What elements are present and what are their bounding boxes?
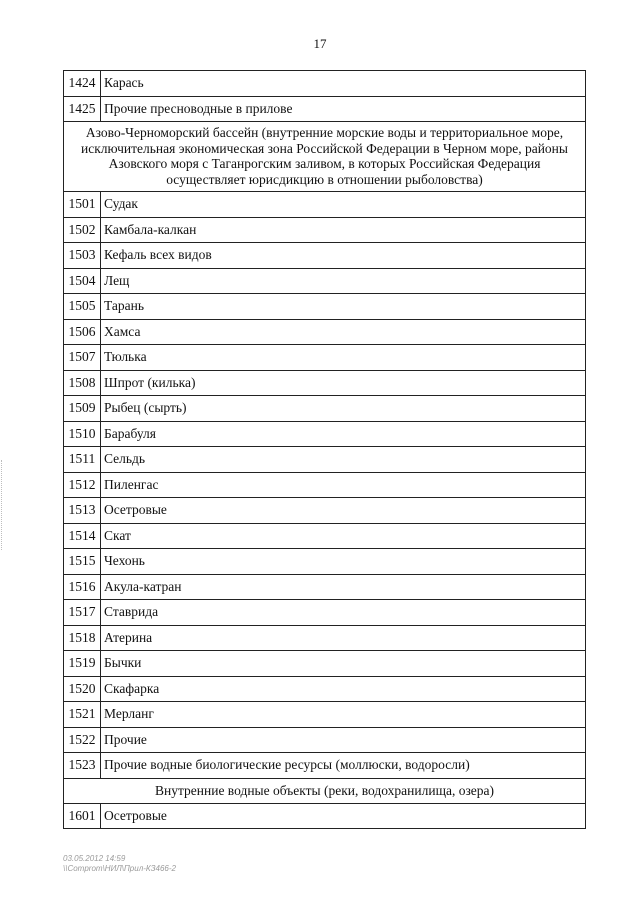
row-code: 1518: [64, 625, 101, 651]
table-row: [64, 217, 586, 243]
row-species-name: Барабуля: [101, 421, 586, 447]
row-code: 1507: [64, 345, 101, 371]
table-row: [64, 268, 586, 294]
row-species-name: Мерланг: [101, 702, 586, 728]
row-species-name: Прочие водные биологические ресурсы (моллюски, водоросли): [101, 753, 586, 779]
row-code: 1512: [64, 472, 101, 498]
row-species-name: Чехонь: [101, 549, 586, 575]
row-species-name: Осетровые: [101, 803, 586, 829]
table-row: [64, 319, 586, 345]
row-species-name: Скат: [101, 523, 586, 549]
table-row: [64, 600, 586, 626]
row-species-name: Бычки: [101, 651, 586, 677]
footer-timestamp: 03.05.2012 14:59: [63, 854, 126, 863]
row-species-name: Камбала-калкан: [101, 217, 586, 243]
row-code: 1424: [64, 71, 101, 97]
row-code: 1508: [64, 370, 101, 396]
row-species-name: Тюлька: [101, 345, 586, 371]
footer-file-path: \\Comprom\НИЛ\Прил-КЗ466-2: [63, 864, 176, 873]
table-row: [64, 472, 586, 498]
table-row: [64, 396, 586, 422]
row-code: 1502: [64, 217, 101, 243]
row-code: 1501: [64, 192, 101, 218]
table-row: [64, 447, 586, 473]
table-row: [64, 243, 586, 269]
table-row: [64, 574, 586, 600]
table-row: [64, 345, 586, 371]
table-row: [64, 96, 586, 122]
row-code: 1517: [64, 600, 101, 626]
row-code: 1516: [64, 574, 101, 600]
table-row: [64, 549, 586, 575]
table-row: [64, 192, 586, 218]
section-title: Внутренние водные объекты (реки, водохранилища, озера): [64, 778, 586, 803]
row-code: 1509: [64, 396, 101, 422]
row-species-name: Хамса: [101, 319, 586, 345]
row-code: 1425: [64, 96, 101, 122]
document-footer: [63, 854, 176, 874]
row-code: 1601: [64, 803, 101, 829]
row-species-name: Скафарка: [101, 676, 586, 702]
row-code: 1519: [64, 651, 101, 677]
row-code: 1505: [64, 294, 101, 320]
row-code: 1513: [64, 498, 101, 524]
row-species-name: Судак: [101, 192, 586, 218]
row-species-name: Ставрида: [101, 600, 586, 626]
row-species-name: Лещ: [101, 268, 586, 294]
table-row: [64, 727, 586, 753]
row-code: 1511: [64, 447, 101, 473]
row-species-name: Шпрот (килька): [101, 370, 586, 396]
row-species-name: Тарань: [101, 294, 586, 320]
row-species-name: Прочие: [101, 727, 586, 753]
page-number: 17: [313, 36, 327, 51]
row-code: 1515: [64, 549, 101, 575]
table-row: [64, 498, 586, 524]
table-row: [64, 803, 586, 829]
scan-edge-marks: [1, 460, 4, 550]
row-species-name: Рыбец (сырть): [101, 396, 586, 422]
table-body: [64, 71, 586, 829]
row-species-name: Прочие пресноводные в прилове: [101, 96, 586, 122]
table-row: [64, 294, 586, 320]
table-row: [64, 625, 586, 651]
row-code: 1520: [64, 676, 101, 702]
section-header-row: [64, 122, 586, 192]
table-row: [64, 651, 586, 677]
row-code: 1504: [64, 268, 101, 294]
table-row: [64, 71, 586, 97]
row-species-name: Акула-катран: [101, 574, 586, 600]
row-species-name: Сельдь: [101, 447, 586, 473]
section-title: Азово-Черноморский бассейн (внутренние морские воды и территориальное море, исключительная экономическая зона Российской Федерации в Черном море, районы Азовского моря с Таганрогским заливом, в которых Российская Федерация осуществляет юрисдикцию в отношении рыболовства): [64, 122, 586, 192]
table-row: [64, 370, 586, 396]
row-code: 1522: [64, 727, 101, 753]
row-code: 1523: [64, 753, 101, 779]
table-row: [64, 753, 586, 779]
table-row: [64, 421, 586, 447]
table-row: [64, 523, 586, 549]
row-code: 1506: [64, 319, 101, 345]
row-code: 1510: [64, 421, 101, 447]
row-code: 1514: [64, 523, 101, 549]
table-row: [64, 676, 586, 702]
row-species-name: Атерина: [101, 625, 586, 651]
row-species-name: Пиленгас: [101, 472, 586, 498]
row-code: 1521: [64, 702, 101, 728]
section-header-row: [64, 778, 586, 803]
row-species-name: Осетровые: [101, 498, 586, 524]
row-code: 1503: [64, 243, 101, 269]
species-code-table: [63, 70, 586, 829]
row-species-name: Кефаль всех видов: [101, 243, 586, 269]
row-species-name: Карась: [101, 71, 586, 97]
table-row: [64, 702, 586, 728]
